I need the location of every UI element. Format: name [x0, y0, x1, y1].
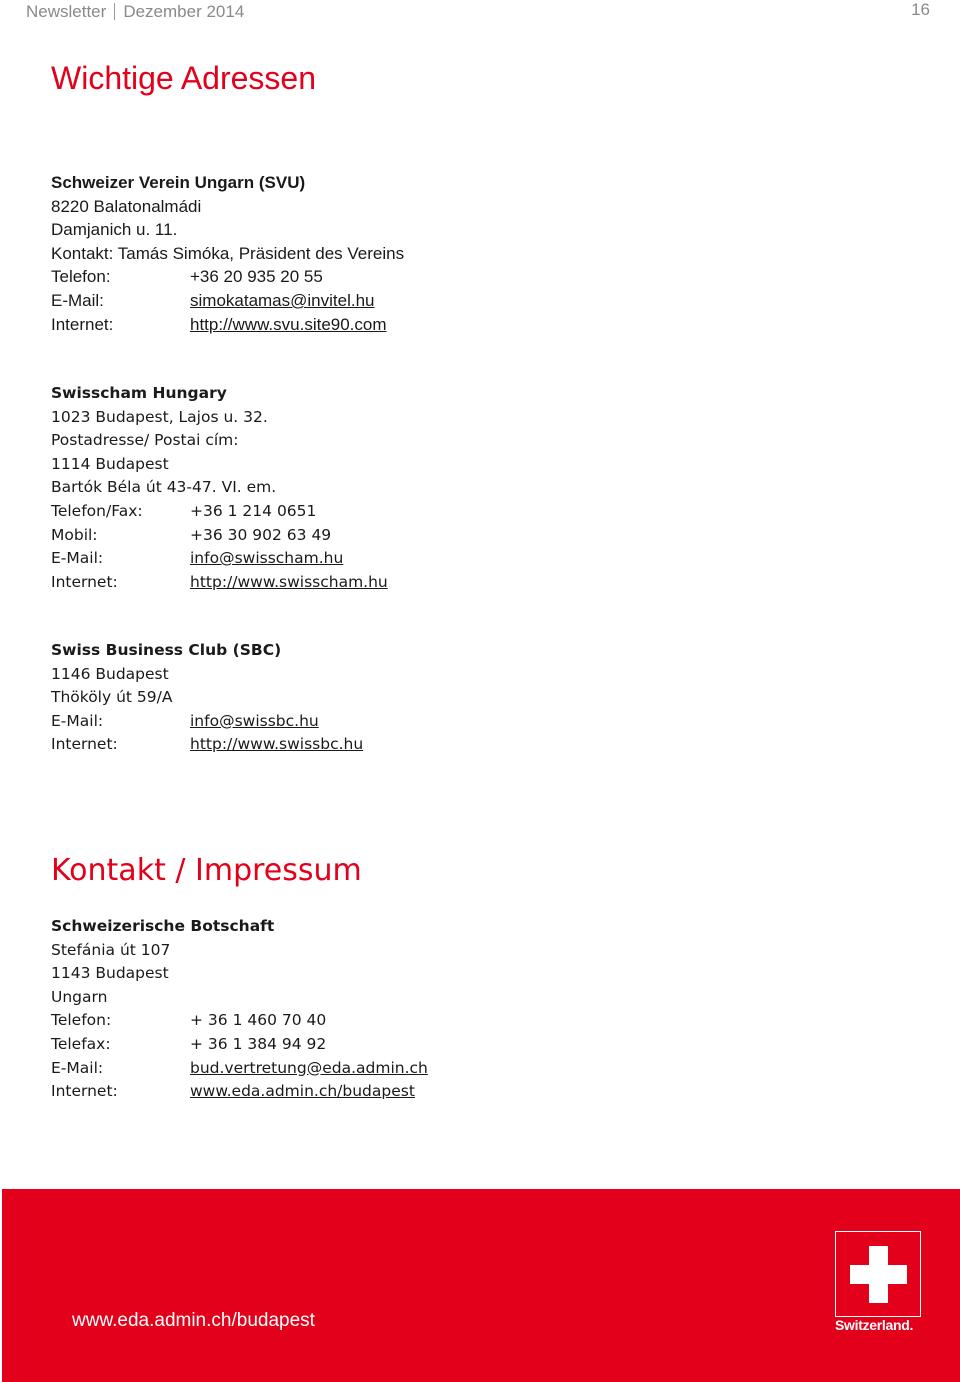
- web-label: Internet:: [51, 1082, 118, 1101]
- org-name: Swiss Business Club (SBC): [51, 641, 282, 659]
- org-city: 8220 Balatonalmádi: [51, 196, 202, 216]
- email-label: E-Mail:: [51, 1058, 104, 1077]
- phone-label: Telefon:: [51, 267, 111, 287]
- org-name: Schweizerische Botschaft: [51, 917, 275, 935]
- address-block-embassy: [51, 915, 428, 1104]
- org-city: 1146 Budapest: [51, 664, 169, 683]
- header-newsletter: Newsletter: [26, 2, 107, 21]
- web-label: Internet:: [51, 572, 118, 591]
- email-label: E-Mail:: [51, 711, 104, 730]
- mobile-value: +36 30 902 63 49: [190, 525, 332, 544]
- email-link[interactable]: bud.vertretung@eda.admin.ch: [190, 1058, 428, 1077]
- org-contact: Kontakt: Tamás Simóka, Präsident des Vereins: [51, 243, 405, 263]
- web-link[interactable]: www.eda.admin.ch/budapest: [190, 1082, 415, 1101]
- postal-city: 1114 Budapest: [51, 454, 169, 473]
- email-label: E-Mail:: [51, 549, 104, 568]
- phone-label: Telefon:: [51, 1011, 112, 1030]
- web-link[interactable]: http://www.swissbc.hu: [190, 735, 364, 754]
- web-label: Internet:: [51, 314, 114, 334]
- org-country: Ungarn: [51, 987, 108, 1006]
- header-date: Dezember 2014: [123, 2, 245, 21]
- web-label: Internet:: [51, 735, 118, 754]
- fax-label: Telefon/Fax:: [51, 501, 143, 520]
- org-address: 1023 Budapest, Lajos u. 32.: [51, 407, 268, 426]
- org-street: Damjanich u. 11.: [51, 220, 178, 240]
- email-link[interactable]: simokatamas@invitel.hu: [190, 290, 375, 310]
- org-street: Thököly út 59/A: [51, 688, 173, 707]
- org-name: Swisscham Hungary: [51, 384, 227, 402]
- fax-label: Telefax:: [51, 1034, 111, 1053]
- switzerland-logo: [835, 1231, 921, 1337]
- header-divider: [114, 3, 115, 20]
- web-link[interactable]: http://www.svu.site90.com: [190, 314, 387, 334]
- email-label: E-Mail:: [51, 290, 104, 310]
- footer-url[interactable]: www.eda.admin.ch/budapest: [72, 1310, 315, 1331]
- swiss-cross-icon: [835, 1231, 921, 1317]
- fax-value: +36 1 214 0651: [190, 501, 317, 520]
- org-name: Schweizer Verein Ungarn (SVU): [51, 173, 306, 192]
- mobile-label: Mobil:: [51, 525, 98, 544]
- fax-value: + 36 1 384 94 92: [190, 1034, 327, 1053]
- org-street: Stefánia út 107: [51, 940, 171, 959]
- postal-street: Bartók Béla út 43-47. VI. em.: [51, 478, 277, 497]
- page-header: [26, 2, 244, 22]
- email-link[interactable]: info@swissbc.hu: [190, 711, 319, 730]
- phone-value: +36 20 935 20 55: [190, 267, 323, 287]
- address-block-svu: [51, 171, 404, 336]
- address-block-sbc: [51, 639, 363, 757]
- footer-banner: [2, 1189, 960, 1382]
- phone-value: + 36 1 460 70 40: [190, 1011, 327, 1030]
- org-city: 1143 Budapest: [51, 964, 169, 983]
- section-title-contact: Kontakt / Impressum: [51, 853, 362, 888]
- address-block-swisscham: [51, 382, 388, 594]
- section-title-addresses: Wichtige Adressen: [51, 60, 317, 96]
- logo-wordmark: Switzerland.: [835, 1317, 914, 1333]
- web-link[interactable]: http://www.swisscham.hu: [190, 572, 388, 591]
- postal-label: Postadresse/ Postai cím:: [51, 431, 239, 450]
- email-link[interactable]: info@swisscham.hu: [190, 549, 344, 568]
- page-number: 16: [911, 0, 930, 19]
